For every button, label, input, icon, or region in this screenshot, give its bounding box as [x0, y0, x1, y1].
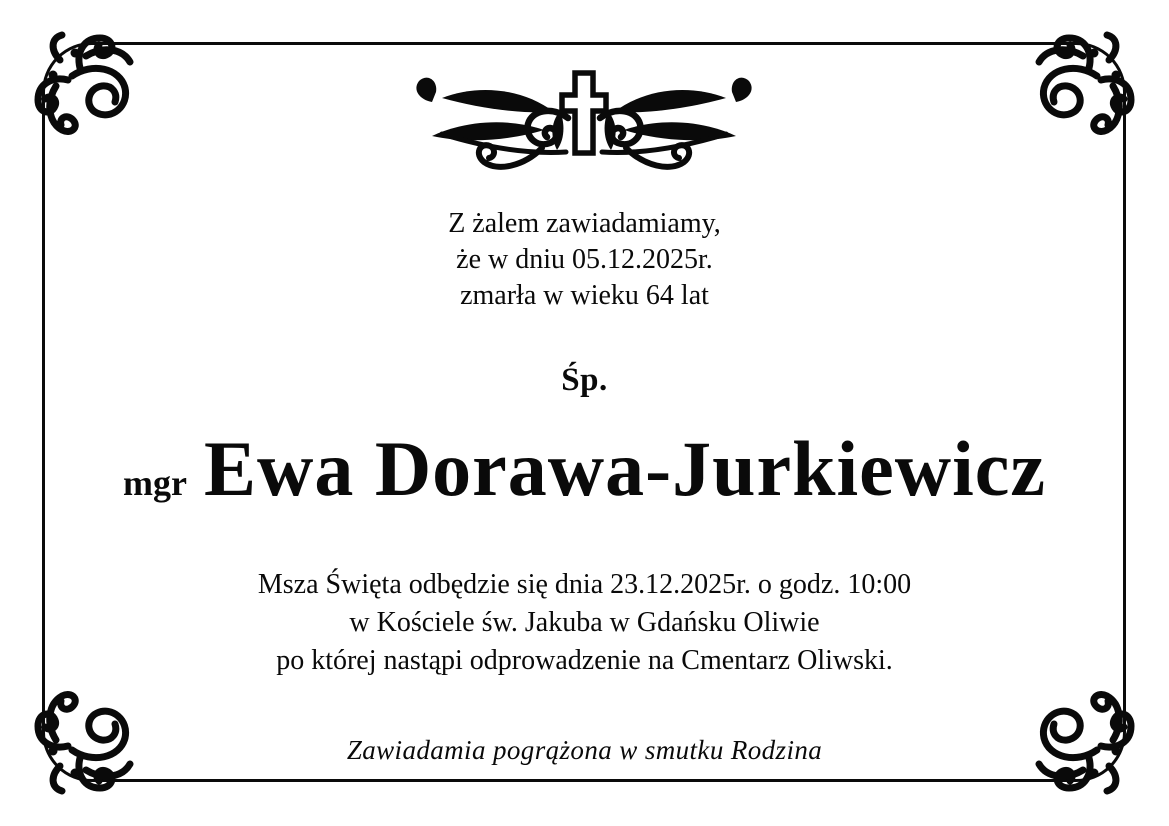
details-line-2: w Kościele św. Jakuba w Gdańsku Oliwie	[349, 607, 820, 638]
intro-line-3: zmarła w wieku 64 lat	[460, 280, 709, 311]
laurel-right-icon	[600, 78, 752, 167]
intro-line-1: Z żalem zawiadamiamy,	[448, 208, 721, 239]
cross-foliage-ornament	[394, 60, 774, 180]
corner-flourish-icon-top-left	[26, 26, 146, 146]
corner-flourish-icon-top-right	[1023, 26, 1143, 146]
laurel-left-icon	[416, 78, 568, 167]
intro-block	[0, 206, 1169, 314]
deceased-name-row	[0, 425, 1169, 512]
details-line-1: Msza Święta odbędzie się dnia 23.12.2025r. o godz. 10:00	[257, 569, 912, 600]
cross-icon	[562, 73, 606, 153]
honorific: Śp.	[561, 362, 608, 398]
funeral-details-block	[0, 566, 1169, 680]
intro-line-2: że w dniu 05.12.2025r.	[456, 244, 713, 275]
deceased-name: Ewa Dorawa-Jurkiewicz	[203, 425, 1046, 512]
family-signature: Zawiadamia pogrążona w smutku Rodzina	[346, 735, 823, 765]
deceased-title-prefix: mgr	[123, 463, 187, 503]
details-line-3: po której nastąpi odprowadzenie na Cmentarz Oliwski.	[276, 645, 893, 676]
